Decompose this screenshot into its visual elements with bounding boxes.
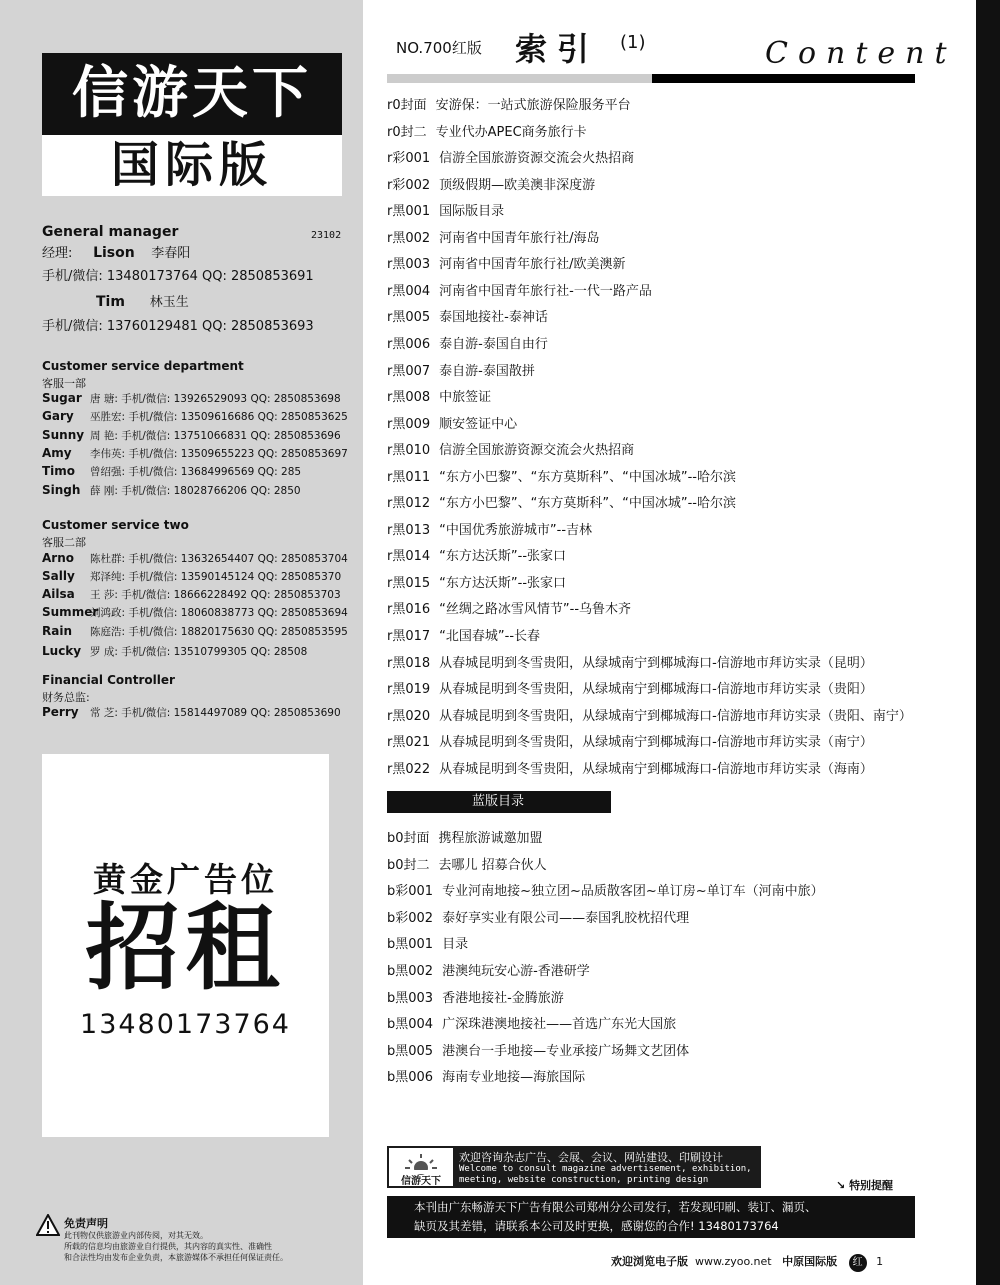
gm2-en: Tim xyxy=(96,294,125,310)
index-code: b彩002 xyxy=(387,910,434,926)
cs1-row: Sugar 唐 瑭: 手机/微信: 13926529093 QQ: 2850853698 xyxy=(42,391,341,405)
index-entry xyxy=(387,625,540,644)
index-text: 泰自游-泰国散拼 xyxy=(439,363,535,379)
cs1-row: Gary 巫胜宏: 手机/微信: 13509616686 QQ: 2850853625 xyxy=(42,409,348,423)
disclaimer-title: 免责声明 xyxy=(64,1217,108,1230)
index-text: 专业代办APEC商务旅行卡 xyxy=(435,124,587,140)
index-code: r黑002 xyxy=(387,230,431,246)
gm1-cn: 李春阳 xyxy=(151,246,191,261)
index-text: 从春城昆明到冬雪贵阳，从绿城南宁到椰城海口-信游地市拜访实录（海南） xyxy=(439,761,873,777)
index-code: r黑020 xyxy=(387,708,431,724)
index-entry xyxy=(387,121,587,140)
ad-main: 招租 xyxy=(85,894,286,1003)
gm1-contact: 手机/微信: 13480173764 QQ: 2850853691 xyxy=(42,269,314,284)
index-entry xyxy=(387,827,543,846)
index-entry xyxy=(387,1066,585,1085)
blue-section-title: 蓝版目录 xyxy=(387,791,611,813)
disclaimer-text: 此刊物仅供旅游业内部传阅，对其无效。 所载的信息均由旅游业自行提供，其内容的真实性、准确性 和合法性均由发布企业负责，本旅游媒体不承担任何保证责任。 xyxy=(64,1231,288,1262)
index-entry xyxy=(387,960,590,979)
index-entry xyxy=(387,94,631,113)
index-code: b黑002 xyxy=(387,964,434,979)
index-entry xyxy=(387,545,566,564)
gm1-en: Lison xyxy=(93,245,135,261)
index-text: “东方小巴黎”、“东方莫斯科”、“中国冰城”--哈尔滨 xyxy=(439,496,736,512)
index-code: r黑004 xyxy=(387,283,431,299)
index-code: b黑006 xyxy=(387,1070,434,1086)
cs2-row: Ailsa 王 莎: 手机/微信: 18666228492 QQ: 2850853703 xyxy=(42,587,341,601)
index-entry xyxy=(387,854,547,873)
index-text: 携程旅游诚邀加盟 xyxy=(438,831,543,846)
index-text: 专业河南地接~独立团~品质散客团~单订房~单订车（河南中旅） xyxy=(442,884,824,900)
index-code: r黑011 xyxy=(387,469,431,485)
index-text: 从春城昆明到冬雪贵阳，从绿城南宁到椰城海口-信游地市拜访实录（昆明） xyxy=(439,655,873,671)
index-code: r黑008 xyxy=(387,390,431,406)
index-text: 河南省中国青年旅行社/海岛 xyxy=(439,230,600,246)
index-code: r黑014 xyxy=(387,549,431,565)
index-entry xyxy=(387,652,873,671)
cs1-row: Singh 薛 刚: 手机/微信: 18028766206 QQ: 2850 xyxy=(42,483,301,497)
index-entry xyxy=(387,572,566,591)
index-entry xyxy=(387,1013,676,1032)
index-code: r黑016 xyxy=(387,602,431,618)
index-entry xyxy=(387,731,873,750)
cs2-row: Arno 陈杜群: 手机/微信: 13632654407 QQ: 2850853704 xyxy=(42,551,348,565)
footer-edition: 中原国际版 xyxy=(782,1255,838,1268)
index-entry xyxy=(387,466,736,485)
index-text: “中国优秀旅游城市”--吉林 xyxy=(439,522,593,538)
index-code: r黑009 xyxy=(387,416,431,432)
special-notice: ↘ 特别提醒 xyxy=(836,1179,894,1192)
index-code: r黑010 xyxy=(387,443,431,459)
index-code: r黑018 xyxy=(387,655,431,671)
index-entry xyxy=(387,413,517,432)
index-entry xyxy=(387,253,626,272)
index-text: 中旅签证 xyxy=(439,390,492,406)
index-text: 港澳台一手地接—专业承接广场舞文艺团体 xyxy=(442,1043,690,1059)
cs2-row: Rain 陈庭浩: 手机/微信: 18820175630 QQ: 2850853595 xyxy=(42,624,348,638)
index-text: “北国春城”--长春 xyxy=(439,629,541,644)
index-code: r0封面 xyxy=(387,98,427,113)
index-entry xyxy=(387,907,689,926)
index-entry xyxy=(387,306,548,325)
cs2-row: Summer刘鸿政: 手机/微信: 18060838773 QQ: 2850853694 xyxy=(42,605,348,619)
index-text: “东方达沃斯”--张家口 xyxy=(439,575,567,591)
ad-headline: 黄金广告位 xyxy=(93,860,278,899)
index-code: b黑005 xyxy=(387,1043,434,1059)
index-entry xyxy=(387,439,634,458)
index-text: 广深珠港澳地接社——首选广东光大国旅 xyxy=(442,1017,677,1033)
consult-logo: 信游天下 xyxy=(389,1148,453,1186)
cs1-row: Sunny 周 艳: 手机/微信: 13751066831 QQ: 2850853696 xyxy=(42,428,341,442)
cs1-sub: 客服一部 xyxy=(42,377,86,390)
index-text: 目录 xyxy=(442,937,469,953)
index-entry xyxy=(387,678,873,697)
index-code: b0封二 xyxy=(387,857,430,873)
cs2-row: Sally 郑泽纯: 手机/微信: 13590145124 QQ: 285085370 xyxy=(42,569,342,583)
index-text: 从春城昆明到冬雪贵阳，从绿城南宁到椰城海口-信游地市拜访实录（贵阳） xyxy=(439,682,873,698)
index-text: 从春城昆明到冬雪贵阳，从绿城南宁到椰城海口-信游地市拜访实录（贵阳、南宁） xyxy=(439,708,912,724)
index-entry xyxy=(387,227,600,246)
index-code: r黑017 xyxy=(387,629,431,644)
index-text: 从春城昆明到冬雪贵阳，从绿城南宁到椰城海口-信游地市拜访实录（南宁） xyxy=(439,735,873,751)
page-title: 索引 xyxy=(515,30,600,68)
index-entry xyxy=(387,280,652,299)
index-text: 泰好享实业有限公司——泰国乳胶枕招代理 xyxy=(442,910,690,926)
index-code: r彩002 xyxy=(387,177,431,193)
red-badge: 红 xyxy=(849,1254,867,1272)
brand-logo xyxy=(42,53,342,196)
index-entry xyxy=(387,333,548,352)
index-entry xyxy=(387,987,564,1006)
index-text: 河南省中国青年旅行社-一代一路产品 xyxy=(439,283,652,299)
index-text: 香港地接社-金腾旅游 xyxy=(442,990,564,1006)
content-word: Content xyxy=(765,36,957,71)
index-code: r黑015 xyxy=(387,575,431,591)
index-entry xyxy=(387,880,824,899)
page-code: 23102 xyxy=(311,230,342,241)
index-text: “东方达沃斯”--张家口 xyxy=(439,549,567,565)
index-entry xyxy=(387,519,592,538)
cs2-sub: 客服二部 xyxy=(42,536,86,549)
arrow-icon: ↘ xyxy=(836,1179,846,1192)
index-entry xyxy=(387,200,504,219)
index-text: 顶级假期—欧美澳非深度游 xyxy=(439,177,596,193)
index-code: r黑001 xyxy=(387,204,431,220)
cs1-title: Customer service department xyxy=(42,359,244,373)
index-code: r黑022 xyxy=(387,761,431,777)
index-code: r黑007 xyxy=(387,363,431,379)
info-bar: 本刊由广东畅游天下广告有限公司郑州分公司发行，若发现印刷、装订、漏页、 缺页及其差错，请联系本公司及时更换，感谢您的合作! 13480173764 xyxy=(387,1196,915,1238)
index-entry xyxy=(387,386,491,405)
consult-en: Welcome to consult magazine advertisement, exhibition, meeting, website construction, printing design xyxy=(459,1164,752,1185)
gm1-line xyxy=(42,242,190,261)
gm2-contact: 手机/微信: 13760129481 QQ: 2850853693 xyxy=(42,319,314,334)
index-code: b0封面 xyxy=(387,831,430,846)
index-text: 泰自游-泰国自由行 xyxy=(439,336,548,352)
index-entry xyxy=(387,1040,689,1059)
header-bar xyxy=(387,74,915,83)
index-text: 信游全国旅游资源交流会火热招商 xyxy=(439,443,635,459)
cs1-row: Amy 李伟英: 手机/微信: 13509655223 QQ: 2850853697 xyxy=(42,446,348,460)
cs1-row: Timo 曾绍强: 手机/微信: 13684996569 QQ: 285 xyxy=(42,464,302,478)
consult-cn: 欢迎咨询杂志广告、会展、会议、网站建设、印刷设计 xyxy=(459,1151,723,1164)
index-entry xyxy=(387,360,535,379)
page-number: 1 xyxy=(876,1255,884,1268)
index-text: 河南省中国青年旅行社/欧美澳新 xyxy=(439,257,626,273)
warning-icon xyxy=(36,1214,60,1236)
footer-url[interactable]: www.zyoo.net xyxy=(695,1255,772,1268)
gm-heading: General manager xyxy=(42,224,179,240)
index-code: b黑001 xyxy=(387,937,434,953)
right-edge-bar xyxy=(976,0,1000,1285)
consult-box xyxy=(387,1146,761,1188)
index-text: 信游全国旅游资源交流会火热招商 xyxy=(439,151,635,167)
index-text: 安游保：一站式旅游保险服务平台 xyxy=(435,98,631,113)
ad-box xyxy=(42,754,329,1137)
index-entry xyxy=(387,492,736,511)
page-footer xyxy=(611,1253,883,1272)
index-text: “丝绸之路冰雪风情节”--乌鲁木齐 xyxy=(439,602,632,618)
index-text: 顺安签证中心 xyxy=(439,416,518,432)
index-code: b黑004 xyxy=(387,1017,434,1033)
brand-line1: 信游天下 xyxy=(42,53,342,135)
footer-welcome: 欢迎浏览电子版 xyxy=(611,1255,688,1268)
index-code: r黑021 xyxy=(387,735,431,751)
page-title-num: (1) xyxy=(620,32,646,53)
gm1-role: 经理: xyxy=(42,246,73,261)
index-code: r黑013 xyxy=(387,522,431,538)
index-text: “东方小巴黎”、“东方莫斯科”、“中国冰城”--哈尔滨 xyxy=(439,469,736,485)
index-code: b黑003 xyxy=(387,990,434,1006)
brand-line2: 国际版 xyxy=(110,137,273,193)
index-text: 去哪儿 招募合伙人 xyxy=(438,857,547,873)
index-text: 国际版目录 xyxy=(439,204,505,220)
gm2-cn: 林玉生 xyxy=(149,295,189,310)
index-entry xyxy=(387,933,468,952)
index-entry xyxy=(387,174,595,193)
index-entry xyxy=(387,598,631,617)
issue-number: NO.700红版 xyxy=(396,39,482,57)
index-code: r彩001 xyxy=(387,151,431,167)
index-code: r黑005 xyxy=(387,310,431,326)
index-code: r黑012 xyxy=(387,496,431,512)
ad-phone: 13480173764 xyxy=(80,1009,291,1040)
index-code: r黑019 xyxy=(387,682,431,698)
index-entry xyxy=(387,147,634,166)
index-text: 港澳纯玩安心游-香港研学 xyxy=(442,964,590,979)
fc-sub: 财务总监: xyxy=(42,691,90,704)
index-code: b彩001 xyxy=(387,884,434,900)
fc-row: Perry 常 芝: 手机/微信: 15814497089 QQ: 2850853690 xyxy=(42,705,341,719)
fc-title: Financial Controller xyxy=(42,673,175,687)
index-entry xyxy=(387,758,873,777)
index-text: 泰国地接社-泰神话 xyxy=(439,310,548,326)
cs2-title: Customer service two xyxy=(42,518,189,532)
gm2-line xyxy=(96,291,189,310)
index-code: r黑006 xyxy=(387,336,431,352)
cs2-row: Lucky 罗 成: 手机/微信: 13510799305 QQ: 28508 xyxy=(42,644,308,658)
index-code: r0封二 xyxy=(387,124,427,140)
index-entry xyxy=(387,705,912,724)
index-code: r黑003 xyxy=(387,257,431,273)
index-text: 海南专业地接—海旅国际 xyxy=(442,1070,586,1086)
